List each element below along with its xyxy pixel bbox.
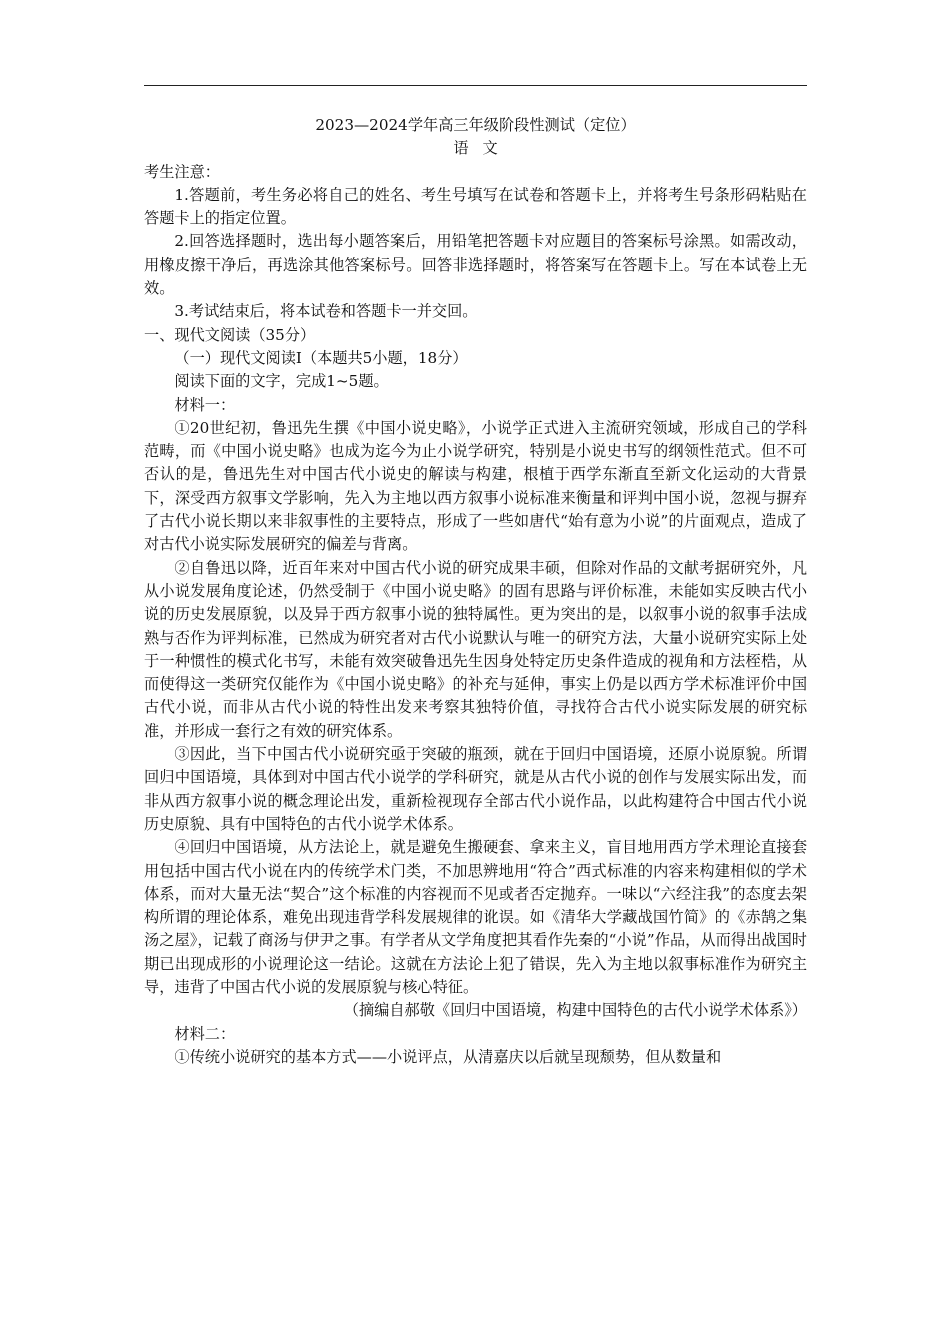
section-subheading: （一）现代文阅读Ⅰ（本题共5小题，18分）: [174, 348, 468, 367]
material-2-paragraph-1: ①传统小说研究的基本方式——小说评点，从清嘉庆以后就呈现颓势，但从数量和: [174, 1047, 722, 1066]
header-rule: [144, 85, 807, 86]
material-1-paragraph-4: ④回归中国语境，从方法论上，就是避免生搬硬套、拿来主义，盲目地用西方学术理论直接套用包括中国古代小说在内的传统学术门类，不加思辨地用“符合”西式标准的内容来构建相似的学术体系，而对大量无法“契合”这个标准的内容视而不见或者否定抛弃。一味以“六经注我”的态度去架构所谓的理论体系，难免出现违背学科发展规律的讹误。如《清华大学藏战国竹简》的《赤鹄之集汤之屋》，记载了商汤与伊尹之事。有学者从文学角度把其看作先秦的“小说”作品，从而得出战国时期已出现成形的小说理论这一结论。这就在方法论上犯了错误，先入为主地以叙事标准作为研究主导，违背了中国古代小说的发展原貌与核心特征。: [144, 838, 807, 996]
notice-item-2: 2.回答选择题时，选出每小题答案后，用铅笔把答题卡对应题目的答案标号涂黑。如需改动，用橡皮擦干净后，再选涂其他答案标号。回答非选择题时，将答案写在答题卡上。写在本试卷上无效。: [144, 232, 807, 298]
notice-item-1: 1.答题前，考生务必将自己的姓名、考生号填写在试卷和答题卡上，并将考生号条形码粘贴在答题卡上的指定位置。: [144, 185, 807, 228]
material-2-label: 材料二：: [174, 1024, 236, 1043]
material-1-paragraph-3: ③因此，当下中国古代小说研究亟于突破的瓶颈，就在于回归中国语境，还原小说原貌。所谓回归中国语境，具体到对中国古代小说学的学科研究，就是从古代小说的创作与发展实际出发，而非从西方叙事小说的概念理论出发，重新检视现存全部古代小说作品，以此构建符合中国古代小说历史原貌、具有中国特色的古代小说学术体系。: [144, 745, 807, 833]
exam-title: 2023—2024学年高三年级阶段性测试（定位）: [315, 116, 636, 134]
exam-subject: 语文: [453, 139, 512, 158]
exam-document: [144, 114, 807, 1069]
material-1-paragraph-1: ①20世纪初，鲁迅先生撰《中国小说史略》，小说学正式进入主流研究领域，形成自己的学科范畴，而《中国小说史略》也成为迄今为止小说学研究，特别是小说史书写的纲领性范式。但不可否认的是，鲁迅先生对中国古代小说史的解读与构建，根植于西学东渐直至新文化运动的大背景下，深受西方叙事文学影响，先入为主地以西方叙事小说标准来衡量和评判中国小说，忽视与摒弃了古代小说长期以来非叙事性的主要特点，形成了一些如唐代“始有意为小说”的片面观点，造成了对古代小说实际发展研究的偏差与背离。: [144, 418, 807, 554]
notice-item-3: 3.考试结束后，将本试卷和答题卡一并交回。: [174, 302, 478, 321]
section-heading: 一、现代文阅读（35分）: [144, 325, 316, 344]
material-1-source: （摘编自郝敬《回归中国语境，构建中国特色的古代小说学术体系》）: [343, 1001, 807, 1020]
notice-heading: 考生注意：: [144, 162, 220, 181]
reading-instruction: 阅读下面的文字，完成1~5题。: [174, 372, 389, 391]
material-1-label: 材料一：: [174, 395, 236, 414]
material-1-paragraph-2: ②自鲁迅以降，近百年来对中国古代小说的研究成果丰硕，但除对作品的文献考据研究外，凡从小说发展角度论述，仍然受制于《中国小说史略》的固有思路与评价标准，未能如实反映古代小说的历史发展原貌，以及异于西方叙事小说的独特属性。更为突出的是，以叙事小说的叙事手法成熟与否作为评判标准，已然成为研究者对古代小说默认与唯一的研究方法，大量小说研究实际上处于一种惯性的模式化书写，未能有效突破鲁迅先生因身处特定历史条件造成的视角和方法桎梏，从而使得这一类研究仅能作为《中国小说史略》的补充与延伸，事实上仍是以西方学术标准评价中国古代小说，而非从古代小说的特性出发来考察其独特价值，寻找符合古代小说实际发展的研究标准，并形成一套行之有效的研究体系。: [144, 558, 807, 740]
